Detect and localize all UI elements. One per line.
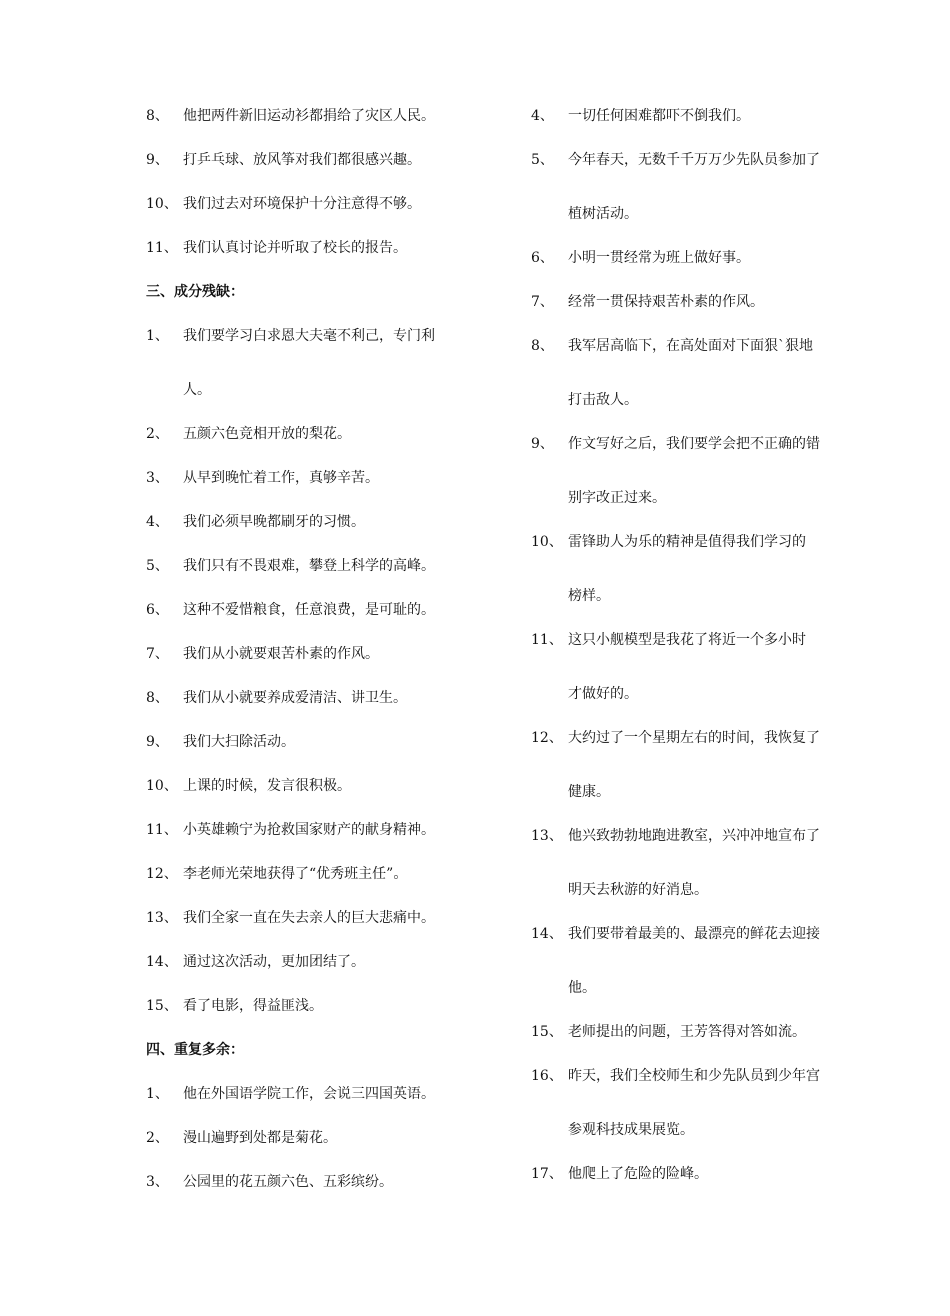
- item-number: 11、: [146, 240, 178, 256]
- list-item: [146, 424, 476, 444]
- list-item: [146, 820, 476, 840]
- item-number: 4、: [531, 108, 554, 124]
- item-text: [183, 106, 476, 126]
- spacer: [146, 258, 476, 282]
- spacer: [146, 1016, 476, 1040]
- list-item: [146, 150, 476, 170]
- spacer: [146, 752, 476, 776]
- list-item: [531, 336, 851, 410]
- item-text: [568, 630, 851, 704]
- item-text-line: 我们要带着最美的、最漂亮的鲜花去迎接: [568, 926, 820, 942]
- item-text-line: 经常一贯保持艰苦朴素的作风。: [568, 294, 764, 310]
- item-text-line: 雷锋助人为乐的精神是值得我们学习的: [568, 534, 806, 550]
- item-number: 10、: [146, 196, 178, 212]
- item-number: 12、: [531, 730, 563, 746]
- spacer: [146, 444, 476, 468]
- list-item: [146, 1084, 476, 1104]
- list-item: [146, 106, 476, 126]
- list-item: [146, 1128, 476, 1148]
- item-text-line: 我们过去对环境保护十分注意得不够。: [183, 196, 421, 212]
- list-item: [531, 1164, 851, 1184]
- item-text-line: 公园里的花五颜六色、五彩缤纷。: [183, 1174, 393, 1190]
- item-text: [568, 150, 851, 224]
- item-text-line: 我们从小就要艰苦朴素的作风。: [183, 646, 379, 662]
- item-text: [183, 1128, 476, 1148]
- item-text: [183, 952, 476, 972]
- list-item: [146, 776, 476, 796]
- item-text: [183, 1084, 476, 1104]
- item-text: [568, 826, 851, 900]
- item-text: [183, 996, 476, 1016]
- item-text: [183, 732, 476, 752]
- spacer: [531, 998, 851, 1022]
- list-item: [146, 512, 476, 532]
- section-heading: 三、成分残缺：: [146, 284, 244, 300]
- item-text-line: 打击敌人。: [568, 392, 638, 408]
- spacer: [146, 796, 476, 820]
- spacer: [531, 268, 851, 292]
- item-text: [568, 532, 851, 606]
- spacer: [146, 840, 476, 864]
- item-number: 11、: [531, 632, 563, 648]
- item-text-line: 他把两件新旧运动衫都捐给了灾区人民。: [183, 108, 435, 124]
- left-column: [146, 106, 476, 1192]
- spacer: [531, 312, 851, 336]
- item-number: 9、: [531, 436, 554, 452]
- item-text: [183, 424, 476, 444]
- item-text-line: 我们要学习白求恩大夫毫不利己，专门利: [183, 328, 435, 344]
- item-text: [183, 908, 476, 928]
- list-item: [146, 600, 476, 620]
- item-number: 15、: [146, 998, 178, 1014]
- list-item: [146, 468, 476, 488]
- spacer: [531, 606, 851, 630]
- item-text: [183, 688, 476, 708]
- item-text: [568, 434, 851, 508]
- spacer: [531, 704, 851, 728]
- item-number: 6、: [531, 250, 554, 266]
- item-text-line: 小明一贯经常为班上做好事。: [568, 250, 750, 266]
- item-text-line: 这种不爱惜粮食，任意浪费，是可耻的。: [183, 602, 435, 618]
- spacer: [146, 214, 476, 238]
- item-number: 17、: [531, 1166, 563, 1182]
- item-text-line: 别字改正过来。: [568, 490, 666, 506]
- item-number: 4、: [146, 514, 169, 530]
- item-text-line: 一切任何困难都吓不倒我们。: [568, 108, 750, 124]
- item-number: 13、: [146, 910, 178, 926]
- list-item: [146, 952, 476, 972]
- item-text: [183, 194, 476, 214]
- item-number: 16、: [531, 1068, 563, 1084]
- item-text-line: 我们认真讨论并听取了校长的报告。: [183, 240, 407, 256]
- item-text-line: 今年春天，无数千千万万少先队员参加了: [568, 152, 820, 168]
- item-text: [568, 336, 851, 410]
- item-number: 7、: [146, 646, 169, 662]
- spacer: [146, 1148, 476, 1172]
- list-item: [531, 1066, 851, 1140]
- item-text: [183, 1172, 476, 1192]
- list-item: [146, 908, 476, 928]
- item-text-line: 参观科技成果展览。: [568, 1122, 694, 1138]
- item-number: 2、: [146, 1130, 169, 1146]
- item-text: [183, 864, 476, 884]
- list-item: [146, 238, 476, 258]
- spacer: [146, 488, 476, 512]
- item-number: 12、: [146, 866, 178, 882]
- spacer: [146, 126, 476, 150]
- list-item: [146, 996, 476, 1016]
- spacer: [146, 400, 476, 424]
- list-item: [146, 194, 476, 214]
- item-text: [568, 1066, 851, 1140]
- list-item: [531, 1022, 851, 1042]
- item-text-line: 看了电影，得益匪浅。: [183, 998, 323, 1014]
- item-text-line: 他兴致勃勃地跑进教室，兴冲冲地宣布了: [568, 828, 820, 844]
- item-text-line: 打乒乓球、放风筝对我们都很感兴趣。: [183, 152, 421, 168]
- item-text-line: 李老师光荣地获得了“优秀班主任”。: [183, 866, 408, 882]
- list-item: [531, 924, 851, 998]
- item-number: 14、: [531, 926, 563, 942]
- list-item: [531, 728, 851, 802]
- item-text: [183, 238, 476, 258]
- item-text-line: 老师提出的问题，王芳答得对答如流。: [568, 1024, 806, 1040]
- item-text: [183, 820, 476, 840]
- item-number: 2、: [146, 426, 169, 442]
- item-text: [568, 728, 851, 802]
- item-number: 6、: [146, 602, 169, 618]
- item-text: [568, 292, 851, 312]
- item-text-line: 榜样。: [568, 588, 610, 604]
- item-number: 14、: [146, 954, 178, 970]
- list-item: [531, 292, 851, 312]
- item-text: [183, 326, 476, 400]
- item-text-line: 健康。: [568, 784, 610, 800]
- item-text-line: 我们从小就要养成爱清洁、讲卫生。: [183, 690, 407, 706]
- item-text-line: 明天去秋游的好消息。: [568, 882, 708, 898]
- item-text-line: 从早到晚忙着工作，真够辛苦。: [183, 470, 379, 486]
- spacer: [146, 664, 476, 688]
- list-item: [146, 732, 476, 752]
- item-text: [183, 776, 476, 796]
- item-number: 5、: [531, 152, 554, 168]
- item-text-line: 昨天，我们全校师生和少先队员到少年宫: [568, 1068, 820, 1084]
- item-text: [183, 556, 476, 576]
- list-item: [531, 532, 851, 606]
- item-number: 8、: [531, 338, 554, 354]
- list-item: [531, 434, 851, 508]
- spacer: [531, 126, 851, 150]
- item-text-line: 我们只有不畏艰难，攀登上科学的高峰。: [183, 558, 435, 574]
- item-text: [568, 106, 851, 126]
- item-number: 1、: [146, 328, 169, 344]
- item-text-line: 大约过了一个星期左右的时间，我恢复了: [568, 730, 820, 746]
- spacer: [531, 900, 851, 924]
- item-number: 13、: [531, 828, 563, 844]
- item-text: [568, 248, 851, 268]
- item-text: [568, 1164, 851, 1184]
- item-text-line: 通过这次活动，更加团结了。: [183, 954, 365, 970]
- item-text-line: 他爬上了危险的险峰。: [568, 1166, 708, 1182]
- spacer: [531, 224, 851, 248]
- item-text-line: 我们必须早晚都刷牙的习惯。: [183, 514, 365, 530]
- spacer: [146, 170, 476, 194]
- item-text-line: 上课的时候，发言很积极。: [183, 778, 351, 794]
- item-text: [183, 512, 476, 532]
- spacer: [146, 708, 476, 732]
- spacer: [531, 410, 851, 434]
- list-item: [146, 644, 476, 664]
- item-text-line: 人。: [183, 382, 211, 398]
- item-number: 1、: [146, 1086, 169, 1102]
- item-text-line: 我们全家一直在失去亲人的巨大悲痛中。: [183, 910, 435, 926]
- spacer: [146, 532, 476, 556]
- item-text-line: 他。: [568, 980, 596, 996]
- spacer: [531, 1042, 851, 1066]
- item-text-line: 我们大扫除活动。: [183, 734, 295, 750]
- item-number: 7、: [531, 294, 554, 310]
- item-number: 3、: [146, 1174, 169, 1190]
- item-number: 8、: [146, 108, 169, 124]
- item-text-line: 五颜六色竞相开放的梨花。: [183, 426, 351, 442]
- list-item: [531, 826, 851, 900]
- item-number: 8、: [146, 690, 169, 706]
- list-item: [146, 864, 476, 884]
- item-text-line: 作文写好之后，我们要学会把不正确的错: [568, 436, 820, 452]
- item-text-line: 小英雄赖宁为抢救国家财产的献身精神。: [183, 822, 435, 838]
- item-text: [568, 1022, 851, 1042]
- list-item: [146, 556, 476, 576]
- item-number: 9、: [146, 152, 169, 168]
- item-number: 10、: [146, 778, 178, 794]
- item-number: 9、: [146, 734, 169, 750]
- section-heading: 四、重复多余：: [146, 1042, 244, 1058]
- item-text-line: 植树活动。: [568, 206, 638, 222]
- item-text-line: 他在外国语学院工作，会说三四国英语。: [183, 1086, 435, 1102]
- list-item: [531, 106, 851, 126]
- item-number: 11、: [146, 822, 178, 838]
- spacer: [146, 884, 476, 908]
- list-item: [146, 688, 476, 708]
- spacer: [146, 302, 476, 326]
- item-text-line: 漫山遍野到处都是菊花。: [183, 1130, 337, 1146]
- spacer: [146, 972, 476, 996]
- right-column: [531, 106, 851, 1184]
- item-number: 10、: [531, 534, 563, 550]
- list-item: [531, 630, 851, 704]
- item-text: [183, 600, 476, 620]
- spacer: [146, 576, 476, 600]
- item-text-line: 我军居高临下，在高处面对下面狠`狠地: [568, 338, 813, 354]
- item-number: 3、: [146, 470, 169, 486]
- item-number: 15、: [531, 1024, 563, 1040]
- list-item: [146, 326, 476, 400]
- spacer: [146, 620, 476, 644]
- list-item: [146, 1172, 476, 1192]
- item-number: 5、: [146, 558, 169, 574]
- list-item: [531, 248, 851, 268]
- item-text: [183, 644, 476, 664]
- item-text: [568, 924, 851, 998]
- spacer: [146, 1104, 476, 1128]
- spacer: [531, 802, 851, 826]
- item-text-line: 才做好的。: [568, 686, 638, 702]
- list-item: [531, 150, 851, 224]
- item-text-line: 这只小舰模型是我花了将近一个多小时: [568, 632, 806, 648]
- spacer: [146, 928, 476, 952]
- item-text: [183, 468, 476, 488]
- spacer: [531, 1140, 851, 1164]
- spacer: [531, 508, 851, 532]
- spacer: [146, 1060, 476, 1084]
- item-text: [183, 150, 476, 170]
